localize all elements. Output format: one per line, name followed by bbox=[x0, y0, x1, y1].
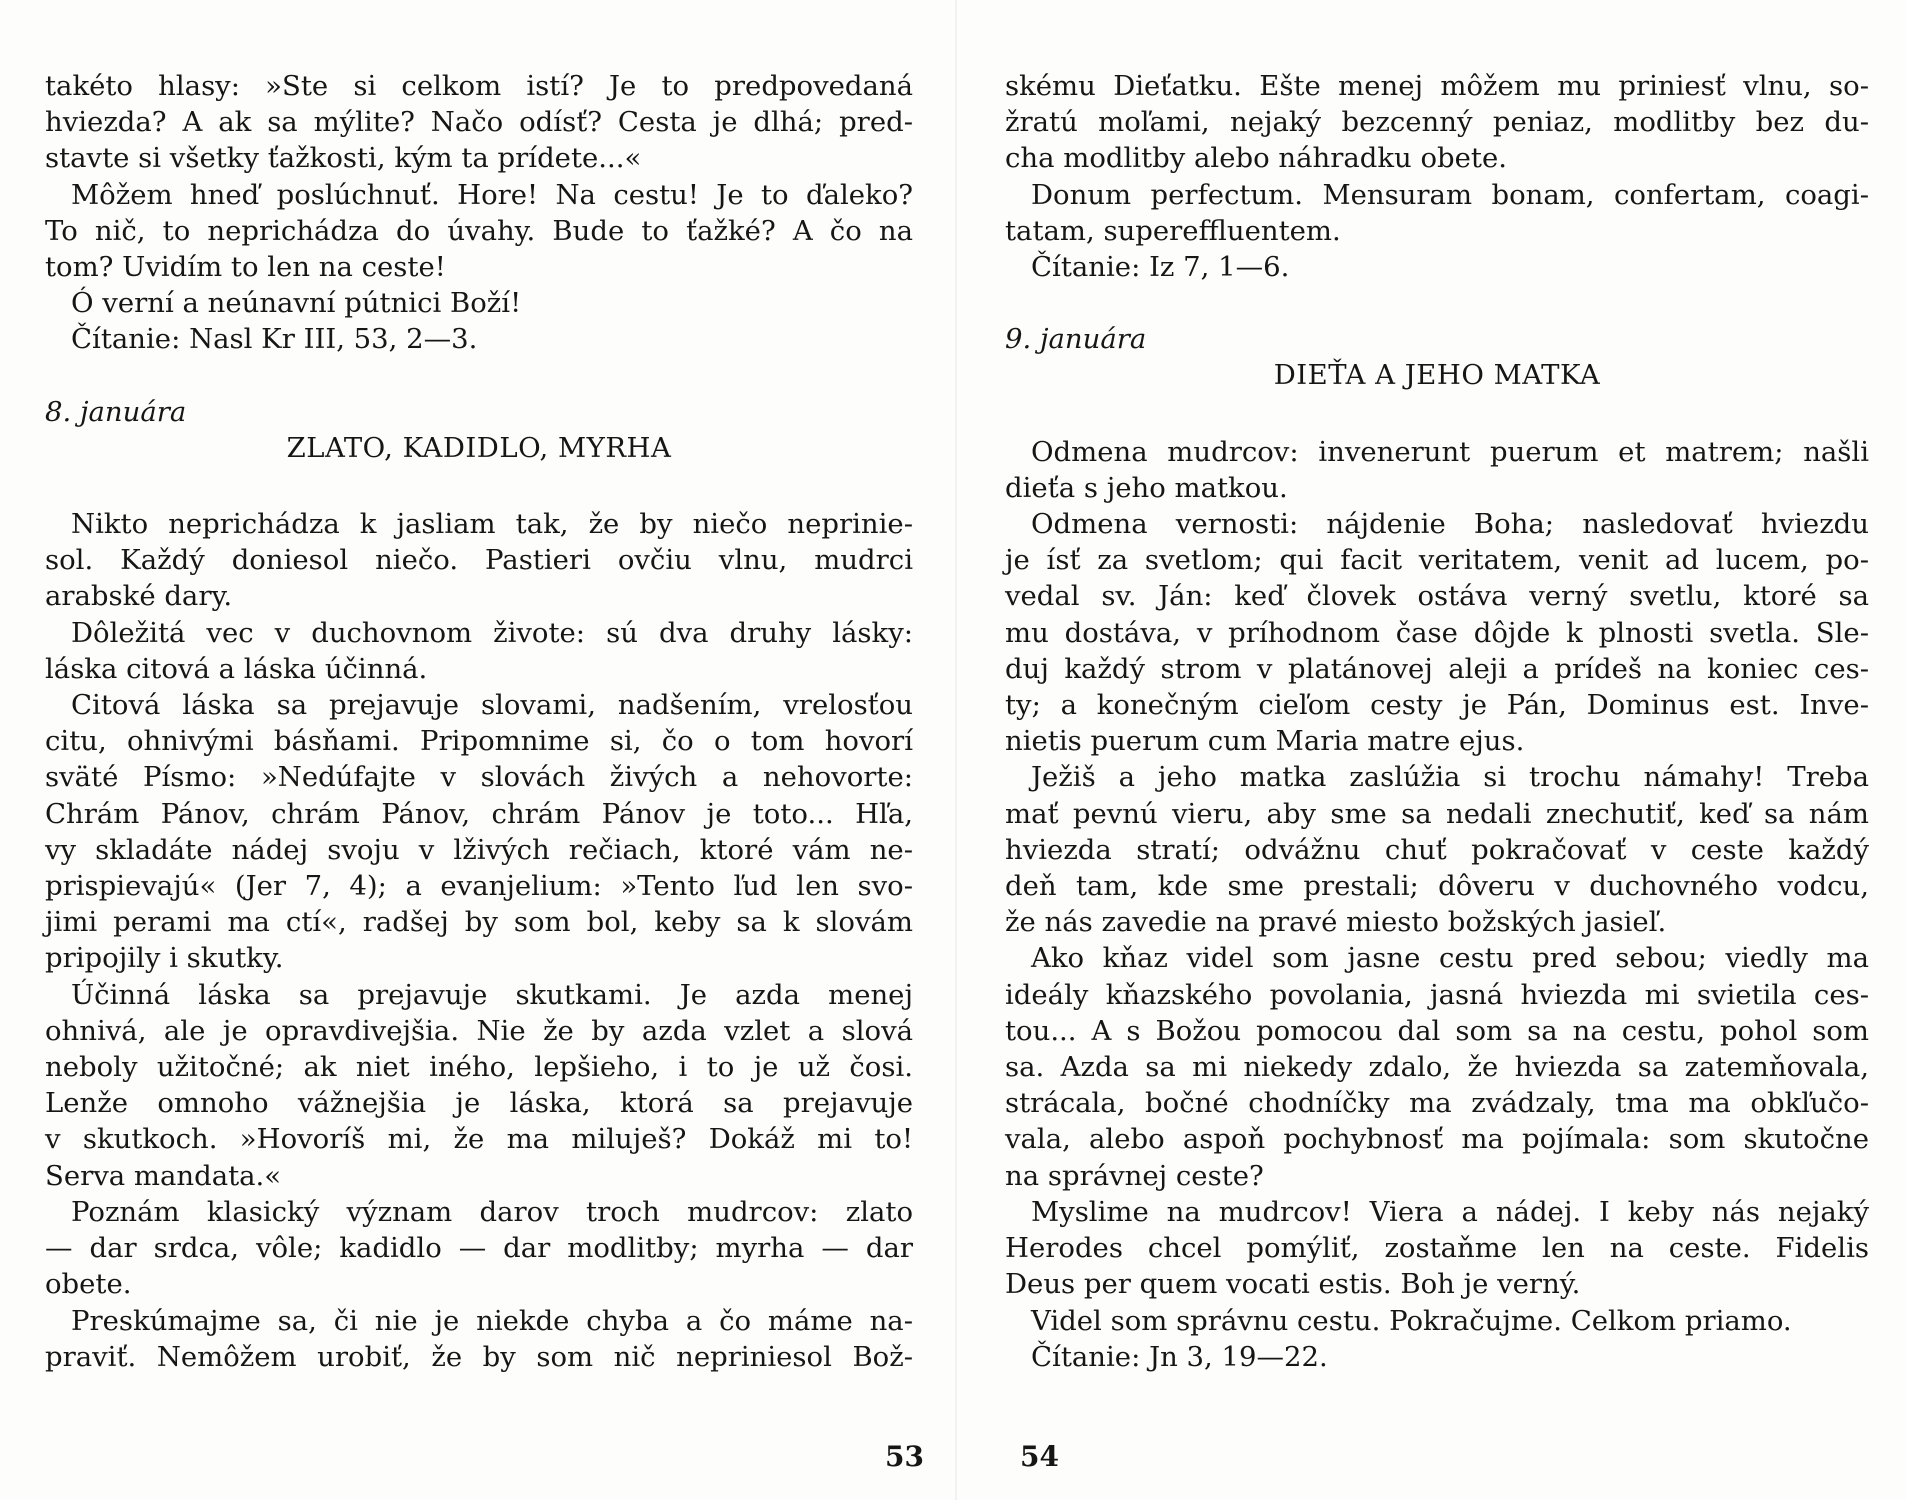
page-number: 54 bbox=[1020, 1440, 1059, 1473]
text-line: v skutkoch. »Hovoríš mi, že ma miluješ? Dokáž mi to! bbox=[45, 1123, 913, 1156]
text-line: Serva mandata.« bbox=[45, 1159, 282, 1192]
text-line: neboly užitočné; ak niet iného, lepšieho, i to je už čosi. bbox=[45, 1051, 913, 1084]
text-line: Herodes chcel pomýliť, zostaňme len na ceste. Fidelis bbox=[1005, 1232, 1869, 1265]
text-line: arabské dary. bbox=[45, 580, 233, 613]
text-line: Ježiš a jeho matka zaslúžia si trochu námahy! Treba bbox=[1031, 761, 1869, 794]
text-line: deň tam, kde sme prestali; dôveru v duchovného vodcu, bbox=[1005, 870, 1869, 903]
text-line: ideály kňazského povolania, jasná hviezda mi svietila ces- bbox=[1005, 978, 1869, 1011]
text-line: nietis puerum cum Maria matre ejus. bbox=[1005, 725, 1525, 758]
text-line: láska citová a láska účinná. bbox=[45, 652, 428, 685]
text-line: To nič, to neprichádza do úvahy. Bude to ťažké? A čo na bbox=[45, 214, 913, 247]
text-line: praviť. Nemôžem urobiť, že by som nič nepriniesol Bož- bbox=[45, 1340, 913, 1373]
text-line: prispievajú« (Jer 7, 4); a evanjelium: »Tento ľud len svo- bbox=[45, 870, 913, 903]
text-line: strácala, bočné chodníčky ma zvádzaly, tma ma obkľučo- bbox=[1005, 1087, 1869, 1120]
text-line: vedal sv. Ján: keď človek ostáva verný svetlu, ktoré sa bbox=[1005, 580, 1869, 613]
text-line: — dar srdca, vôle; kadidlo — dar modlitby; myrha — dar bbox=[45, 1232, 913, 1265]
text-line: na správnej ceste? bbox=[1005, 1159, 1264, 1192]
entry-title: ZLATO, KADIDLO, MYRHA bbox=[286, 431, 672, 464]
reading-reference: Čítanie: Iz 7, 1—6. bbox=[1031, 251, 1290, 284]
text-line: stavte si všetky ťažkosti, kým ta prídete...« bbox=[45, 142, 642, 175]
text-line: mať pevnú vieru, aby sme sa nedali znechutiť, keď sa nám bbox=[1005, 797, 1869, 830]
left-page bbox=[45, 68, 913, 1375]
text-line: Ó verní a neúnavní pútnici Boží! bbox=[71, 287, 522, 320]
text-line: Účinná láska sa prejavuje skutkami. Je azda menej bbox=[71, 978, 913, 1011]
text-line: obete. bbox=[45, 1268, 132, 1301]
text-line: vy skladáte nádej svoju v lživých rečiach, ktoré vám ne- bbox=[45, 833, 913, 866]
text-line: Preskúmajme sa, či nie je niekde chyba a čo máme na- bbox=[71, 1304, 913, 1337]
text-line: dieťa s jeho matkou. bbox=[1005, 471, 1288, 504]
text-line: takéto hlasy: »Ste si celkom istí? Je to predpovedaná bbox=[45, 70, 913, 102]
text-line: hviezda? A ak sa mýlite? Načo odísť? Cesta je dlhá; pred- bbox=[45, 106, 913, 139]
text-line: Lenže omnoho vážnejšia je láska, ktorá sa prejavuje bbox=[45, 1087, 913, 1120]
entry-date: 8. januára bbox=[45, 395, 187, 428]
text-line: sa. Azda sa mi niekedy zdalo, že hviezda sa zatemňovala, bbox=[1005, 1051, 1869, 1084]
text-line: cha modlitby alebo náhradku obete. bbox=[1005, 142, 1507, 175]
text-line: Myslime na mudrcov! Viera a nádej. I keby nás nejaký bbox=[1031, 1195, 1869, 1228]
text-line: mu dostáva, v príhodnom čase dôjde k plnosti svetla. Sle- bbox=[1005, 616, 1869, 649]
text-line: sväté Písmo: »Nedúfajte v slovách živých a nehovorte: bbox=[45, 761, 913, 794]
text-line: Citová láska sa prejavuje slovami, nadšením, vrelosťou bbox=[71, 689, 913, 722]
text-line: je ísť za svetlom; qui facit veritatem, venit ad lucem, po- bbox=[1005, 544, 1869, 577]
book-gutter bbox=[955, 0, 957, 1500]
text-line: Donum perfectum. Mensuram bonam, confertam, coagi- bbox=[1031, 178, 1869, 211]
page-number: 53 bbox=[885, 1440, 924, 1473]
text-line: sol. Každý doniesol niečo. Pastieri ovčiu vlnu, mudrci bbox=[45, 544, 913, 577]
text-line: žratú moľami, nejaký bezcenný peniaz, modlitby bez du- bbox=[1005, 106, 1869, 139]
text-line: tom? Uvidím to len na ceste! bbox=[45, 251, 446, 284]
entry-title: DIEŤA A JEHO MATKA bbox=[1273, 359, 1601, 392]
entry-date: 9. januára bbox=[1005, 323, 1147, 356]
text-line: Deus per quem vocati estis. Boh je verný. bbox=[1005, 1268, 1581, 1301]
text-line: tatam, supereffluentem. bbox=[1005, 214, 1341, 247]
text-line: Ako kňaz videl som jasne cestu pred sebou; viedly ma bbox=[1031, 942, 1869, 975]
text-line: citu, ohnivými básňami. Pripomnime si, čo o tom hovorí bbox=[45, 725, 913, 758]
text-line: jimi perami ma ctí«, radšej by som bol, keby sa k slovám bbox=[45, 906, 913, 939]
text-line: duj každý strom v platánovej aleji a prídeš na koniec ces- bbox=[1005, 652, 1869, 685]
text-line: Chrám Pánov, chrám Pánov, chrám Pánov je toto... Hľa, bbox=[45, 797, 913, 830]
text-line: skému Dieťatku. Ešte menej môžem mu priniesť vlnu, so- bbox=[1005, 70, 1869, 102]
text-line: Poznám klasický význam darov troch mudrcov: zlato bbox=[71, 1195, 913, 1228]
text-line: že nás zavedie na pravé miesto božských jasieľ. bbox=[1005, 906, 1667, 939]
text-line: tou... A s Božou pomocou dal som sa na cestu, pohol som bbox=[1005, 1014, 1869, 1047]
right-page bbox=[1005, 68, 1869, 1375]
text-line: vala, alebo aspoň pochybnosť ma pojímala: som skutočne bbox=[1005, 1123, 1869, 1156]
text-line: Odmena mudrcov: invenerunt puerum et matrem; našli bbox=[1031, 435, 1869, 468]
text-line: hviezda stratí; odvážnu chuť pokračovať v ceste každý bbox=[1005, 833, 1869, 866]
text-line: Nikto neprichádza k jasliam tak, že by niečo neprinie- bbox=[71, 508, 913, 541]
text-line: Dôležitá vec v duchovnom živote: sú dva druhy lásky: bbox=[71, 616, 913, 649]
text-line: ty; a konečným cieľom cesty je Pán, Dominus est. Inve- bbox=[1005, 689, 1869, 722]
text-line: pripojily i skutky. bbox=[45, 942, 284, 975]
text-line: Môžem hneď poslúchnuť. Hore! Na cestu! Je to ďaleko? bbox=[71, 178, 913, 211]
reading-reference: Čítanie: Nasl Kr III, 53, 2—3. bbox=[71, 323, 478, 356]
text-line: ohnivá, ale je opravdivejšia. Nie že by azda vzlet a slová bbox=[45, 1014, 913, 1047]
text-line: Videl som správnu cestu. Pokračujme. Celkom priamo. bbox=[1031, 1304, 1792, 1337]
reading-reference: Čítanie: Jn 3, 19—22. bbox=[1031, 1340, 1328, 1373]
text-line: Odmena vernosti: nájdenie Boha; nasledovať hviezdu bbox=[1031, 508, 1869, 541]
